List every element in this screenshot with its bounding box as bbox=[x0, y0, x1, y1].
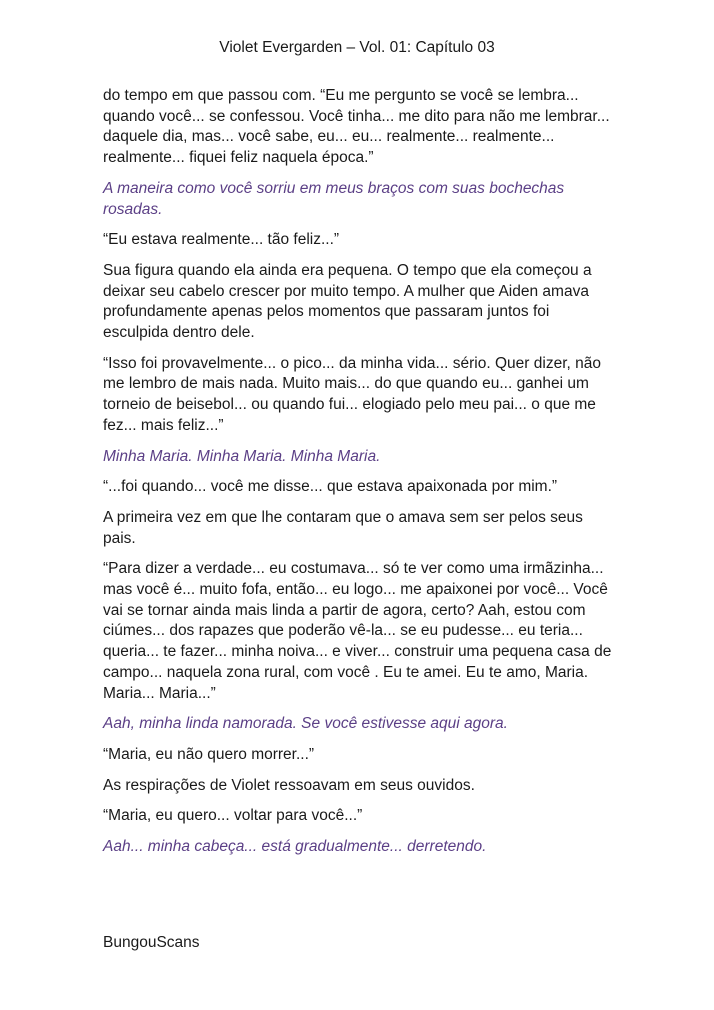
paragraph-2: A maneira como você sorriu em meus braços com suas bochechas rosadas. bbox=[103, 179, 565, 218]
paragraph-7: “...foi quando... você me disse... que estava apaixonada por mim.” bbox=[103, 478, 558, 496]
paragraph-5: “Isso foi provavelmente... o pico... da minha vida... sério. Quer dizer, não me lembro de mais nada. Muito mais... do que quando eu... ganhei um torneio de beisebol... ou quando fui... elogiado pelo meu pai... o que me fez... mais feliz...” bbox=[103, 354, 601, 434]
paragraph-11: “Maria, eu não quero morrer...” bbox=[103, 745, 315, 763]
paragraph-9: “Para dizer a verdade... eu costumava... só te ver como uma irmãzinha... mas você é... muito fofa, então... eu logo... me apaixonei por você... Você vai se tornar ainda mais linda a partir de agora, certo? Aah, estou com ciúmes... dos rapazes que poderão vê-la... se eu pudesse... eu teria... queria... te fazer... minha noiva... e viver... construir uma pequena casa de campo... naquela zona rural, com você . Eu te amei. Eu te amo, Maria. Maria... Maria...” bbox=[103, 560, 612, 702]
paragraph-10: Aah, minha linda namorada. Se você estivesse aqui agora. bbox=[103, 715, 508, 733]
paragraph-14: Aah... minha cabeça... está gradualmente... derretendo. bbox=[103, 838, 487, 856]
paragraph-1: do tempo em que passou com. “Eu me pergunto se você se lembra... quando você... se confessou. Você tinha... me dito para não me lembrar... daquele dia, mas... você sabe, eu... eu... realmente... realmente... realmente... fiquei feliz naquela época.” bbox=[103, 87, 610, 167]
paragraph-8: A primeira vez em que lhe contaram que o amava sem ser pelos seus pais. bbox=[103, 508, 583, 547]
page-header-title: Violet Evergarden – Vol. 01: Capítulo 03 bbox=[219, 39, 495, 56]
chapter-text bbox=[103, 86, 619, 868]
paragraph-12: As respirações de Violet ressoavam em seus ouvidos. bbox=[103, 776, 475, 794]
page-footer-credit: BungouScans bbox=[103, 934, 200, 951]
paragraph-4: Sua figura quando ela ainda era pequena. O tempo que ela começou a deixar seu cabelo crescer por muito tempo. A mulher que Aiden amava profundamente apenas pelos momentos que passaram juntos foi esculpida dentro dele. bbox=[103, 261, 592, 342]
paragraph-6: Minha Maria. Minha Maria. Minha Maria. bbox=[103, 447, 381, 465]
paragraph-13: “Maria, eu quero... voltar para você...” bbox=[103, 807, 363, 825]
paragraph-3: “Eu estava realmente... tão feliz...” bbox=[103, 231, 340, 249]
